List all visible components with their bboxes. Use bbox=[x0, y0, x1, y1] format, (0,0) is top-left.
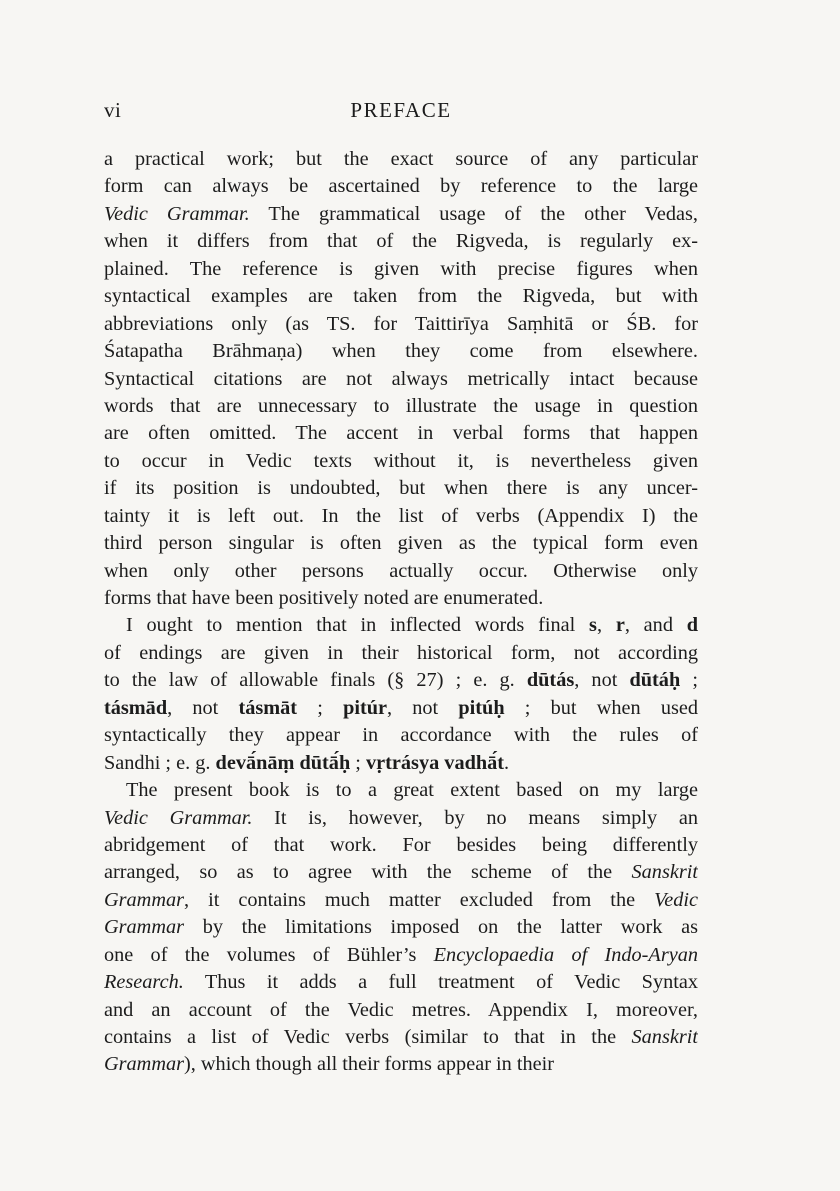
bold-run: tásmād bbox=[104, 696, 168, 719]
text-run: ; bbox=[297, 696, 344, 719]
text-line bbox=[104, 832, 698, 859]
running-title: PREFACE bbox=[350, 98, 452, 122]
italic-run: Grammar bbox=[104, 1053, 185, 1076]
text-line bbox=[104, 173, 698, 200]
text-run: and an account of the Vedic metres. Appendix I, moreover, bbox=[104, 998, 698, 1021]
bold-run: s bbox=[589, 614, 597, 637]
text-line bbox=[104, 146, 698, 173]
text-run: abbreviations only (as TS. for Taittirīya Saṃhitā or ŚB. for bbox=[104, 312, 698, 335]
bold-run: r bbox=[615, 614, 625, 637]
text-line bbox=[104, 914, 698, 941]
text-run: , it contains much matter excluded from the bbox=[184, 888, 655, 911]
text-run: if its position is undoubted, but when there is any uncer- bbox=[104, 477, 698, 500]
text-run: tainty it is left out. In the list of verbs (Appendix I) the bbox=[104, 504, 698, 527]
text-line bbox=[104, 695, 698, 722]
page-header bbox=[104, 98, 698, 132]
italic-run: Grammar bbox=[104, 916, 185, 939]
text-line bbox=[104, 228, 698, 255]
text-run: to the law of allowable finals (§ 27) ; e. g. bbox=[104, 669, 527, 692]
italic-run: Vedic Grammar. bbox=[104, 202, 250, 225]
text-run: by the limitations imposed on the latter work as bbox=[184, 916, 698, 939]
text-run: third person singular is often given as the typical form even bbox=[104, 532, 698, 555]
bold-run: tásmāt bbox=[238, 696, 298, 719]
paragraph bbox=[104, 777, 698, 1079]
text-run: , not bbox=[574, 669, 630, 692]
text-run: forms that have been positively noted are enumerated. bbox=[104, 587, 544, 609]
text-line bbox=[104, 777, 698, 804]
text-line bbox=[104, 256, 698, 283]
text-run: plained. The reference is given with precise figures when bbox=[104, 257, 698, 280]
text-line bbox=[104, 612, 698, 639]
bold-run: pitúr bbox=[343, 696, 388, 719]
text-run: syntactically they appear in accordance with the rules of bbox=[104, 724, 698, 747]
text-run: , not bbox=[387, 696, 459, 719]
bold-run: vṛtrásya vadhā́t bbox=[366, 751, 505, 774]
italic-run: Research. bbox=[104, 971, 184, 994]
page-number: vi bbox=[104, 98, 122, 122]
text-run: Sandhi ; e. g. bbox=[104, 751, 216, 774]
text-line bbox=[104, 997, 698, 1024]
paragraph bbox=[104, 612, 698, 777]
text-line bbox=[104, 942, 698, 969]
text-line bbox=[104, 750, 698, 777]
text-line bbox=[104, 969, 698, 996]
text-line bbox=[104, 887, 698, 914]
text-line bbox=[104, 859, 698, 886]
text-run: Thus it adds a full treatment of Vedic Syntax bbox=[183, 971, 698, 994]
italic-run: Sanskrit bbox=[631, 1026, 698, 1048]
text-line bbox=[104, 366, 698, 393]
bold-run: pitúḥ bbox=[458, 696, 505, 719]
text-run: It is, however, by no means simply an bbox=[252, 806, 698, 829]
text-line bbox=[104, 393, 698, 420]
text-run: syntactical examples are taken from the Rigveda, but with bbox=[104, 285, 698, 308]
text-line bbox=[104, 722, 698, 749]
text-run: of endings are given in their historical form, not according bbox=[104, 641, 698, 664]
text-run: ; but when used bbox=[504, 696, 698, 719]
text-run: form can always be ascertained by reference to the large bbox=[104, 175, 698, 198]
text-run: , not bbox=[167, 696, 239, 719]
text-run: a practical work; but the exact source of any particular bbox=[104, 148, 698, 170]
text-run: ; bbox=[680, 669, 698, 692]
text-run: one of the volumes of Bühler’s bbox=[104, 943, 434, 966]
text-line bbox=[104, 1024, 698, 1051]
text-line bbox=[104, 420, 698, 447]
text-run: contains a list of Vedic verbs (similar to that in the bbox=[104, 1026, 632, 1048]
text-line bbox=[104, 503, 698, 530]
text-line bbox=[104, 283, 698, 310]
text-run: ), which though all their forms appear in their bbox=[184, 1053, 555, 1076]
text-run: abridgement of that work. For besides being differently bbox=[104, 833, 698, 856]
text-line bbox=[104, 475, 698, 502]
text-run: , and bbox=[624, 614, 687, 637]
text-run: The present book is to a great extent based on my large bbox=[126, 779, 698, 802]
paragraph bbox=[104, 146, 698, 612]
text-line bbox=[104, 530, 698, 557]
text-line bbox=[104, 667, 698, 694]
text-line bbox=[104, 805, 698, 832]
text-line bbox=[104, 640, 698, 667]
text-line bbox=[104, 585, 698, 612]
italic-run: Vedic bbox=[654, 888, 698, 911]
text-run: when it differs from that of the Rigveda, is regularly ex- bbox=[104, 230, 698, 253]
text-line bbox=[104, 201, 698, 228]
bold-run: dūtás bbox=[526, 669, 575, 692]
italic-run: Grammar bbox=[104, 888, 185, 911]
text-run: . bbox=[504, 751, 510, 774]
text-run: I ought to mention that in inflected words final bbox=[126, 614, 590, 637]
text-run: are often omitted. The accent in verbal forms that happen bbox=[104, 422, 698, 445]
bold-run: dūtáḥ bbox=[629, 669, 681, 692]
text-run: ; bbox=[350, 751, 367, 774]
italic-run: Vedic Grammar. bbox=[104, 806, 253, 829]
text-run: arranged, so as to agree with the scheme of the bbox=[104, 861, 632, 884]
text-run: when only other persons actually occur. Otherwise only bbox=[104, 559, 698, 582]
text-run: , bbox=[596, 614, 616, 637]
text-line bbox=[104, 338, 698, 365]
text-run: Śatapatha Brāhmaṇa) when they come from elsewhere. bbox=[104, 340, 698, 363]
bold-run: d bbox=[686, 614, 698, 637]
italic-run: Sanskrit bbox=[631, 861, 698, 884]
text-line bbox=[104, 1051, 698, 1078]
text-line bbox=[104, 558, 698, 585]
text-line bbox=[104, 448, 698, 475]
italic-run: Encyclopaedia of Indo-Aryan bbox=[433, 943, 698, 966]
text-run: to occur in Vedic texts without it, is nevertheless given bbox=[104, 449, 698, 472]
body-text bbox=[104, 146, 698, 1079]
text-run: Syntactical citations are not always metrically intact because bbox=[104, 367, 698, 390]
text-line bbox=[104, 311, 698, 338]
text-run: words that are unnecessary to illustrate the usage in question bbox=[104, 394, 698, 417]
text-run: The grammatical usage of the other Vedas, bbox=[249, 202, 698, 225]
bold-run: devā́nāṃ dūtā́ḥ bbox=[215, 751, 351, 774]
